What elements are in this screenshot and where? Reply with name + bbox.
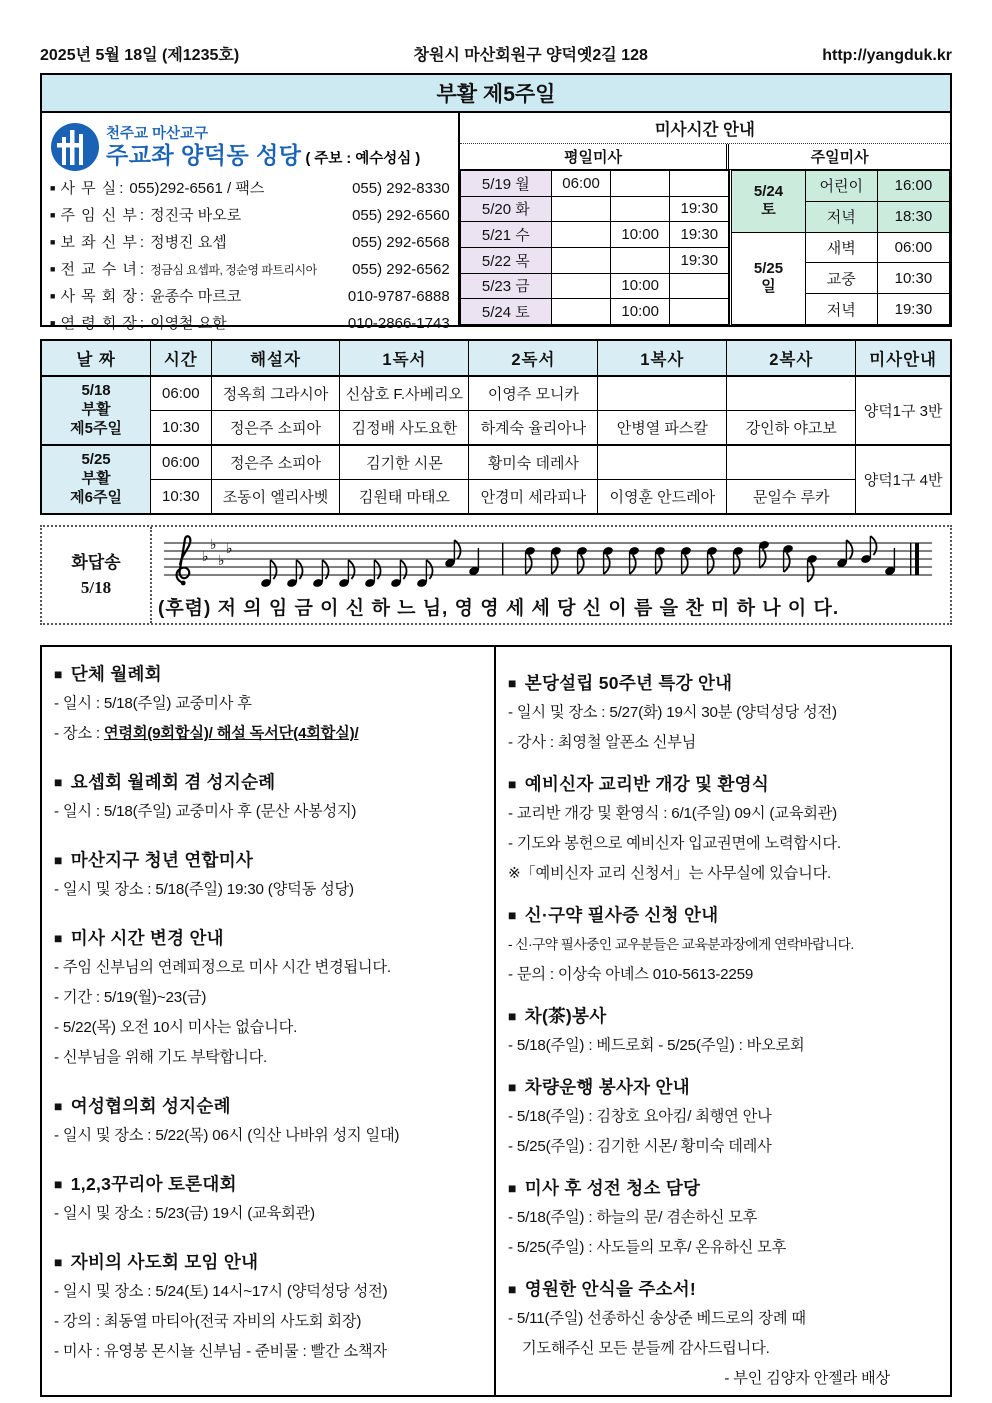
contact-colon: : <box>139 234 145 251</box>
bullet-square-icon: ■ <box>54 1254 63 1270</box>
section-title <box>508 1001 936 1031</box>
section-title <box>54 923 480 953</box>
contact-label: 연 령 회 장 <box>60 315 138 332</box>
roster-date-cell <box>41 376 151 445</box>
weekday-time-cell <box>670 171 729 197</box>
roster-header-cell: 시간 <box>151 340 211 376</box>
section-title-text: 마산지구 청년 연합미사 <box>70 850 254 870</box>
announcement-item: - 일시 및 장소 : 5/24(토) 14시~17시 (양덕성당 성전) <box>54 1283 388 1300</box>
roster-name-cell: 신삼호 F.사베리오 <box>340 376 469 411</box>
sunday-mass-table <box>729 170 950 325</box>
bullet-square-icon: ■ <box>50 318 56 328</box>
masthead <box>40 42 952 65</box>
sunday-date: 5/25 <box>753 259 784 277</box>
weekday-time-cell <box>611 196 670 222</box>
announcement-section <box>508 1173 936 1263</box>
weekday-mass-row <box>460 171 729 197</box>
weekday-time-cell: 10:00 <box>611 222 670 248</box>
roster-name-cell <box>598 376 727 411</box>
roster-name-cell: 하계숙 율리아나 <box>469 411 598 446</box>
section-title <box>54 1091 480 1121</box>
announcement-item: - 일시 : 5/18(주일) 교중미사 후 <box>54 695 252 712</box>
roster-time-cell: 10:30 <box>151 411 211 446</box>
roster-header-cell: 1독서 <box>340 340 469 376</box>
announcement-item: - 미사 : 유영봉 몬시뇰 신부님 - 준비물 : 빨간 소책자 <box>54 1343 387 1360</box>
roster-name-cell: 정은주 소피아 <box>211 445 340 480</box>
announcement-item: - 5/18(주일) : 하늘의 문/ 겸손하신 모후 <box>508 1209 758 1226</box>
bullet-square-icon: ■ <box>54 1098 63 1114</box>
bullet-square-icon: ■ <box>54 666 63 682</box>
contact-phone: 010-9787-6888 <box>347 288 450 305</box>
bullet-square-icon: ■ <box>50 291 56 301</box>
roster-header-cell: 1복사 <box>598 340 727 376</box>
roster-name-cell: 김원태 마태오 <box>340 480 469 515</box>
roster-row <box>41 376 951 411</box>
sunday-mass-time-cell: 16:00 <box>877 171 949 202</box>
bullet-square-icon: ■ <box>54 774 63 790</box>
contact-row <box>50 176 450 203</box>
announcement-section <box>54 1091 480 1151</box>
weekday-time-cell: 10:00 <box>611 273 670 299</box>
weekday-time-cell <box>552 247 611 273</box>
announcement-item: - 5/22(목) 오전 10시 미사는 없습니다. <box>54 1019 298 1036</box>
contact-colon: : <box>139 261 145 278</box>
announcement-section <box>54 923 480 1073</box>
bullet-square-icon: ■ <box>508 907 517 923</box>
sunday-mass-time-cell: 10:30 <box>877 263 949 294</box>
contact-value: 정병진 요셉 <box>150 234 227 251</box>
announcement-item <box>54 719 480 749</box>
section-title <box>54 845 480 875</box>
weekday-time-cell: 19:30 <box>670 196 729 222</box>
weekday-day-cell: 5/23 금 <box>460 273 551 299</box>
weekday-time-cell <box>611 171 670 197</box>
contact-colon: : <box>119 180 124 197</box>
section-title-text: 단체 월례회 <box>70 664 162 684</box>
roster-name-cell <box>727 445 856 480</box>
weekday-mass-table <box>460 170 730 325</box>
svg-text:♭: ♭ <box>226 541 233 557</box>
section-title-text: 요셉회 월례회 겸 성지순례 <box>70 772 276 792</box>
roster-time-cell: 06:00 <box>151 445 211 480</box>
sunday-mass-time-cell: 19:30 <box>877 294 949 325</box>
weekday-mass-row <box>460 222 729 248</box>
announcement-item: - 강의 : 최동열 마티아(전국 자비의 사도회 회장) <box>54 1313 362 1330</box>
bullet-square-icon: ■ <box>54 1176 63 1192</box>
announcement-item: ※「예비신자 교리 신청서」는 사무실에 있습니다. <box>508 865 832 882</box>
bullet-square-icon: ■ <box>50 237 56 247</box>
section-title <box>508 769 936 799</box>
announcements-box <box>40 645 952 1397</box>
weekday-day-cell: 5/22 목 <box>460 247 551 273</box>
section-title-text: 신·구약 필사증 신청 안내 <box>524 905 719 925</box>
weekday-mass-header: 평일미사 <box>460 144 730 169</box>
section-title <box>54 1247 480 1277</box>
church-address: 창원시 마산회원구 양덕옛2길 128 <box>413 47 648 64</box>
contact-label: 사 무 실 <box>60 180 118 197</box>
weekday-day-cell: 5/20 화 <box>460 196 551 222</box>
announcement-item: - 5/11(주일) 선종하신 송상준 베드로의 장례 때 <box>508 1310 806 1327</box>
sunday-mass-name-cell: 새벽 <box>805 232 877 263</box>
weekday-time-cell: 10:00 <box>611 299 670 325</box>
section-title-text: 본당설립 50주년 특강 안내 <box>524 673 733 693</box>
sunday-day-cell <box>731 232 805 324</box>
church-names <box>106 127 420 166</box>
roster-massnote-cell: 양덕1구 4반 <box>856 445 951 514</box>
announcement-item: - 강사 : 최영철 알폰소 신부님 <box>508 734 697 751</box>
announcement-section <box>508 1274 936 1394</box>
contact-value: 정금심 요셉파, 정순영 파트리시아 <box>150 263 317 277</box>
announcement-section <box>508 1072 936 1162</box>
church-info-panel <box>42 113 460 332</box>
weekday-mass-row <box>460 247 729 273</box>
roster-name-cell: 김기한 시몬 <box>340 445 469 480</box>
announcement-item: - 주임 신부님의 연례피정으로 미사 시간 변경됩니다. <box>54 959 391 976</box>
weekday-day-cell: 5/19 월 <box>460 171 551 197</box>
weekday-day-cell: 5/21 수 <box>460 222 551 248</box>
bullet-square-icon: ■ <box>50 183 56 193</box>
issue-date: 2025년 5월 18일 (제1235호) <box>40 47 240 64</box>
announcement-item: - 부인 김양자 안젤라 배상 <box>724 1370 890 1387</box>
announcement-section <box>54 1247 480 1367</box>
weekday-mass-row <box>460 273 729 299</box>
weekday-time-cell <box>552 222 611 248</box>
church-name: 주교좌 양덕동 성당 <box>106 141 302 168</box>
bullet-square-icon: ■ <box>508 776 517 792</box>
section-title-text: 미사 시간 변경 안내 <box>70 928 224 948</box>
bullet-square-icon: ■ <box>508 1008 517 1024</box>
section-title <box>54 767 480 797</box>
roster-name-cell: 조동이 엘리사벳 <box>211 480 340 515</box>
announcements-left-column <box>42 647 496 1395</box>
contact-value: 이영철 요한 <box>150 315 227 332</box>
contact-row <box>50 230 450 257</box>
contact-phone: 055) 292-8330 <box>352 180 450 197</box>
roster-table <box>40 339 952 515</box>
section-title <box>508 1274 936 1304</box>
psalm-lyrics: (후렴) 저 의 임 금 이 신 하 느 님, 영 영 세 세 당 신 이 름 을 찬 미 하 나 이 다. <box>158 598 840 619</box>
page-title: 부활 제5주일 <box>42 75 950 113</box>
bullet-square-icon: ■ <box>508 1079 517 1095</box>
weekday-mass-row <box>460 299 729 325</box>
bullet-square-icon: ■ <box>508 1180 517 1196</box>
section-title <box>508 668 936 698</box>
announcement-item: - 문의 : 이상숙 아녜스 010-5613-2259 <box>508 966 754 983</box>
section-title <box>508 1072 936 1102</box>
roster-name-cell: 정은주 소피아 <box>211 411 340 446</box>
contact-label: 사 목 회 장 <box>60 288 138 305</box>
announcement-item: - 교리반 개강 및 환영식 : 6/1(주일) 09시 (교육회관) <box>508 805 838 822</box>
roster-massnote-cell: 양덕1구 3반 <box>856 376 951 445</box>
section-title <box>54 1169 480 1199</box>
roster-row <box>41 411 951 446</box>
announcement-section <box>54 767 480 827</box>
section-title-text: 차량운행 봉사자 안내 <box>524 1077 690 1097</box>
announcement-item: - 일시 및 장소 : 5/23(금) 19시 (교육회관) <box>54 1205 315 1222</box>
announcement-section <box>508 1001 936 1061</box>
contact-row <box>50 284 450 311</box>
announcement-item: - 5/25(주일) : 김기한 시몬/ 황미숙 데레사 <box>508 1138 772 1155</box>
roster-name-cell: 정옥희 그라시아 <box>211 376 340 411</box>
section-title-text: 차(茶)봉사 <box>524 1006 607 1026</box>
roster-name-cell <box>727 376 856 411</box>
sunday-mass-name-cell: 저녁 <box>805 201 877 232</box>
announcement-item: - 일시 및 장소 : 5/27(화) 19시 30분 (양덕성당 성전) <box>508 704 837 721</box>
server-roster <box>40 339 952 515</box>
section-title <box>508 1173 936 1203</box>
section-title-text: 여성협의회 성지순례 <box>70 1096 231 1116</box>
sunday-dow: 토 <box>761 201 776 219</box>
weekday-time-cell <box>670 273 729 299</box>
sunday-mass-row <box>731 232 950 263</box>
roster-name-cell: 안병열 파스칼 <box>598 411 727 446</box>
sunday-mass-name-cell: 저녁 <box>805 294 877 325</box>
roster-name-cell: 안경미 세라피나 <box>469 480 598 515</box>
contact-colon: : <box>139 207 145 224</box>
roster-date-line: 5/18 <box>81 382 111 400</box>
announcement-item: - 일시 및 장소 : 5/18(주일) 19:30 (양덕동 성당) <box>54 881 354 898</box>
church-url: http://yangduk.kr <box>822 47 952 64</box>
contact-phone: 055) 292-6568 <box>352 234 450 251</box>
responsorial-psalm-box <box>40 525 952 625</box>
main-box <box>40 73 952 332</box>
announcement-item: - 기간 : 5/19(월)~23(금) <box>54 989 207 1006</box>
weekday-time-cell <box>611 247 670 273</box>
announcement-section <box>508 769 936 889</box>
roster-time-cell: 06:00 <box>151 376 211 411</box>
weekday-time-cell <box>670 299 729 325</box>
bullet-square-icon: ■ <box>508 1281 517 1297</box>
roster-date-cell <box>41 445 151 514</box>
bullet-square-icon: ■ <box>50 210 56 220</box>
diocese-name: 천주교 마산교구 <box>106 126 209 143</box>
roster-name-cell: 문일수 루카 <box>727 480 856 515</box>
contact-row <box>50 257 450 284</box>
roster-header-cell: 2복사 <box>727 340 856 376</box>
roster-date-line: 부활 <box>81 401 111 419</box>
announcements-right-column <box>496 647 950 1395</box>
contact-value: 정진국 바오로 <box>150 207 242 224</box>
weekday-time-cell: 19:30 <box>670 222 729 248</box>
bullet-square-icon: ■ <box>54 930 63 946</box>
bullet-square-icon: ■ <box>54 852 63 868</box>
roster-header-cell: 날 짜 <box>41 340 151 376</box>
contact-label: 주 임 신 부 <box>60 207 138 224</box>
roster-name-cell: 강인하 야고보 <box>727 411 856 446</box>
section-title-text: 영원한 안식을 주소서! <box>524 1279 697 1299</box>
announcement-item: - 5/18(주일) : 김창호 요아킴/ 최행연 안나 <box>508 1108 772 1125</box>
contact-phone: 055) 292-6562 <box>352 261 450 278</box>
bullet-square-icon: ■ <box>508 675 517 691</box>
bullet-square-icon: ■ <box>50 264 56 274</box>
announcement-item: - 5/18(주일) : 베드로회 - 5/25(주일) : 바오로회 <box>508 1037 805 1054</box>
sunday-mass-time-cell: 18:30 <box>877 201 949 232</box>
roster-header-cell: 미사안내 <box>856 340 951 376</box>
section-title-text: 미사 후 성전 청소 담당 <box>524 1178 701 1198</box>
announcement-item: - 기도와 봉헌으로 예비신자 입교권면에 노력합시다. <box>508 835 841 852</box>
contact-colon: : <box>139 315 145 332</box>
roster-time-cell: 10:30 <box>151 480 211 515</box>
section-title <box>508 900 936 930</box>
sunday-mass-name-cell: 교중 <box>805 263 877 294</box>
roster-name-cell: 김정배 사도요한 <box>340 411 469 446</box>
weekday-time-cell <box>552 299 611 325</box>
mass-times-title: 미사시간 안내 <box>460 113 950 144</box>
announcement-section <box>54 845 480 905</box>
weekday-time-cell: 19:30 <box>670 247 729 273</box>
roster-name-cell <box>598 445 727 480</box>
sunday-mass-name-cell: 어린이 <box>805 171 877 202</box>
patron-label: ( 주보 : 예수성심 ) <box>305 150 421 167</box>
roster-name-cell: 이영훈 안드레아 <box>598 480 727 515</box>
roster-date-line: 제5주일 <box>70 419 122 437</box>
contact-phone: 055) 292-6560 <box>352 207 450 224</box>
roster-date-line: 제6주일 <box>70 488 122 506</box>
contact-list <box>50 176 450 338</box>
announcement-item: - 일시 : 5/18(주일) 교중미사 후 (문산 사봉성지) <box>54 803 357 820</box>
psalm-label-title: 화답송 <box>71 552 121 572</box>
sunday-date: 5/24 <box>753 182 784 200</box>
weekday-time-cell <box>552 196 611 222</box>
contact-colon: : <box>139 288 145 305</box>
section-title-text: 자비의 사도회 모임 안내 <box>70 1252 259 1272</box>
section-title <box>54 659 480 689</box>
diocese-logo <box>50 122 100 172</box>
roster-header-cell: 2독서 <box>469 340 598 376</box>
sunday-mass-row <box>731 171 950 202</box>
roster-date-line: 5/25 <box>81 451 111 469</box>
section-title-text: 예비신자 교리반 개강 및 환영식 <box>524 774 770 794</box>
announcement-item: - 일시 및 장소 : 5/22(목) 06시 (익산 나바위 성지 일대) <box>54 1127 400 1144</box>
announcement-section <box>508 668 936 758</box>
svg-text:♭: ♭ <box>210 537 217 553</box>
contact-phone: 010-2866-1743 <box>347 315 450 332</box>
announcement-section <box>54 1169 480 1229</box>
announcement-item: 기도해주신 모든 분들께 감사드립니다. <box>522 1340 770 1357</box>
contact-value: 055)292-6561 / 팩스 <box>129 180 265 197</box>
sunday-day-cell <box>731 171 805 233</box>
psalm-label-date: 5/18 <box>80 578 112 597</box>
roster-date-line: 부활 <box>81 470 111 488</box>
weekday-time-cell <box>552 273 611 299</box>
roster-header-cell: 해설자 <box>211 340 340 376</box>
announcement-item: - 신·구약 필사중인 교우분들은 교육분과장에게 연락바랍니다. <box>508 937 854 952</box>
svg-text:♭: ♭ <box>218 553 225 569</box>
weekday-mass-row <box>460 196 729 222</box>
contact-row <box>50 203 450 230</box>
roster-name-cell: 황미숙 데레사 <box>469 445 598 480</box>
announcement-item: - 5/25(주일) : 사도들의 모후/ 온유하신 모후 <box>508 1239 787 1256</box>
contact-label: 보 좌 신 부 <box>60 234 138 251</box>
mass-times-panel <box>460 113 950 325</box>
announcement-section <box>54 659 480 749</box>
section-title-text: 1,2,3꾸리아 토론대회 <box>70 1174 237 1194</box>
roster-row <box>41 480 951 515</box>
contact-label: 전 교 수 녀 <box>60 261 138 278</box>
psalm-label <box>42 527 152 623</box>
music-staff <box>158 531 938 595</box>
contact-row <box>50 311 450 338</box>
weekday-day-cell: 5/24 토 <box>460 299 551 325</box>
sunday-dow: 일 <box>761 278 776 296</box>
announcement-section <box>508 900 936 990</box>
item-underlined-text: 연령회(9회합실)/ 해설 독서단(4회합실)/ <box>103 725 359 742</box>
weekday-time-cell: 06:00 <box>552 171 611 197</box>
sunday-mass-time-cell: 06:00 <box>877 232 949 263</box>
contact-value: 윤종수 마르코 <box>150 288 242 305</box>
announcement-item: - 신부님을 위해 기도 부탁합니다. <box>54 1049 268 1066</box>
roster-row <box>41 445 951 480</box>
sunday-mass-header: 주일미사 <box>810 149 869 166</box>
roster-name-cell: 이영주 모니카 <box>469 376 598 411</box>
svg-text:♭: ♭ <box>202 549 209 565</box>
item-prefix: - 장소 : <box>54 725 104 742</box>
